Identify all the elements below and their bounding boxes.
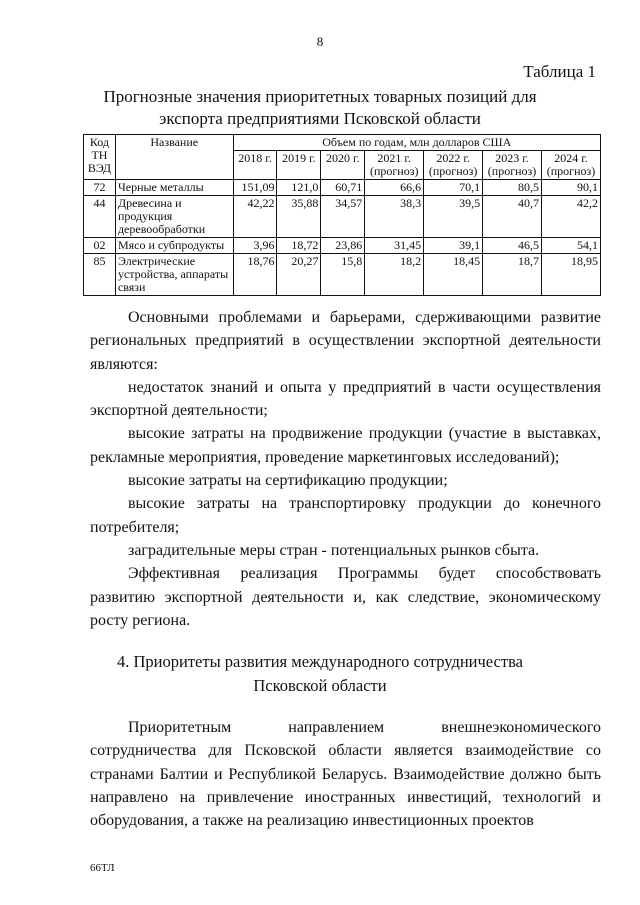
header-name: Название <box>115 135 233 180</box>
row-value: 18,95 <box>541 254 600 296</box>
table-row <box>84 238 601 254</box>
row-name: Древесина и продукция деревообработки <box>115 196 233 238</box>
row-value: 80,5 <box>483 180 542 196</box>
year-header: 2024 г. (прогноз) <box>541 151 600 180</box>
row-value: 15,8 <box>321 254 365 296</box>
table-title-line-2: экспорта предприятиями Псковской области <box>159 109 481 128</box>
year-header: 2019 г. <box>277 151 321 180</box>
table-row <box>84 180 601 196</box>
row-value: 46,5 <box>483 238 542 254</box>
row-value: 18,7 <box>483 254 542 296</box>
row-value: 23,86 <box>321 238 365 254</box>
row-name: Электрические устройства, аппараты связи <box>115 254 233 296</box>
table-title-line-1: Прогнозные значения приоритетных товарных позиций для <box>103 87 537 106</box>
row-value: 31,45 <box>365 238 424 254</box>
row-value: 40,7 <box>483 196 542 238</box>
section-heading <box>0 650 640 698</box>
footer-code: 66ТЛ <box>90 862 115 874</box>
table-row <box>84 254 601 296</box>
table-title <box>0 86 640 130</box>
row-name: Мясо и субпродукты <box>115 238 233 254</box>
row-value: 18,2 <box>365 254 424 296</box>
row-value: 66,6 <box>365 180 424 196</box>
row-value: 39,1 <box>424 238 483 254</box>
table-label: Таблица 1 <box>523 62 596 81</box>
row-code: 85 <box>84 254 116 296</box>
row-value: 18,45 <box>424 254 483 296</box>
row-value: 54,1 <box>541 238 600 254</box>
paragraph: высокие затраты на транспортировку продукции до конечного потребителя; <box>90 495 601 536</box>
section-heading-line-2: Псковской области <box>253 676 387 695</box>
row-code: 02 <box>84 238 116 254</box>
row-value: 34,57 <box>321 196 365 238</box>
paragraph: Приоритетным направлением внешнеэкономического сотрудничества для Псковской области является взаимодействие со странами Балтии и Республикой Беларусь. Взаимодействие должно быть направлено на привлечение иностранных инвестиций, технологий и оборудования, а также на реализацию инвестиционных проектов <box>90 719 601 830</box>
paragraph: недостаток знаний и опыта у предприятий в части осуществления экспортной деятельности; <box>90 378 601 420</box>
row-value: 39,5 <box>424 196 483 238</box>
row-value: 42,2 <box>541 196 600 238</box>
row-value: 121,0 <box>277 180 321 196</box>
year-header: 2020 г. <box>321 151 365 180</box>
section-heading-line-1: 4. Приоритеты развития международного сотрудничества <box>117 652 523 671</box>
body-text <box>90 306 601 632</box>
row-value: 151,09 <box>233 180 277 196</box>
row-value: 3,96 <box>233 238 277 254</box>
row-value: 90,1 <box>541 180 600 196</box>
row-value: 60,71 <box>321 180 365 196</box>
row-name: Черные металлы <box>115 180 233 196</box>
row-value: 18,76 <box>233 254 277 296</box>
header-volume: Объем по годам, млн долларов США <box>233 135 600 151</box>
year-header: 2021 г. (прогноз) <box>365 151 424 180</box>
year-header: 2018 г. <box>233 151 277 180</box>
row-value: 18,72 <box>277 238 321 254</box>
paragraph: Эффективная реализация Программы будет способствовать развитию экспортной деятельности и, как следствие, экономическому росту региона. <box>90 565 601 629</box>
paragraph: высокие затраты на продвижение продукции (участие в выставках, рекламные мероприятия, проведение маркетинговых исследований); <box>90 425 601 466</box>
row-value: 38,3 <box>365 196 424 238</box>
paragraph: Основными проблемами и барьерами, сдерживающими развитие региональных предприятий в осуществлении экспортной деятельности являются: <box>90 309 601 373</box>
export-forecast-table <box>83 134 601 296</box>
table-row <box>84 196 601 238</box>
row-value: 35,88 <box>277 196 321 238</box>
paragraph: заградительные меры стран - потенциальных рынков сбыта. <box>128 541 540 559</box>
header-code: Код ТН ВЭД <box>84 135 116 180</box>
section-body <box>90 716 601 832</box>
year-header: 2022 г. (прогноз) <box>424 151 483 180</box>
row-value: 42,22 <box>233 196 277 238</box>
row-code: 72 <box>84 180 116 196</box>
table-header-row <box>84 135 601 151</box>
paragraph: высокие затраты на сертификацию продукции; <box>128 472 448 490</box>
row-code: 44 <box>84 196 116 238</box>
row-value: 70,1 <box>424 180 483 196</box>
year-header: 2023 г. (прогноз) <box>483 151 542 180</box>
page-number: 8 <box>316 34 324 49</box>
row-value: 20,27 <box>277 254 321 296</box>
